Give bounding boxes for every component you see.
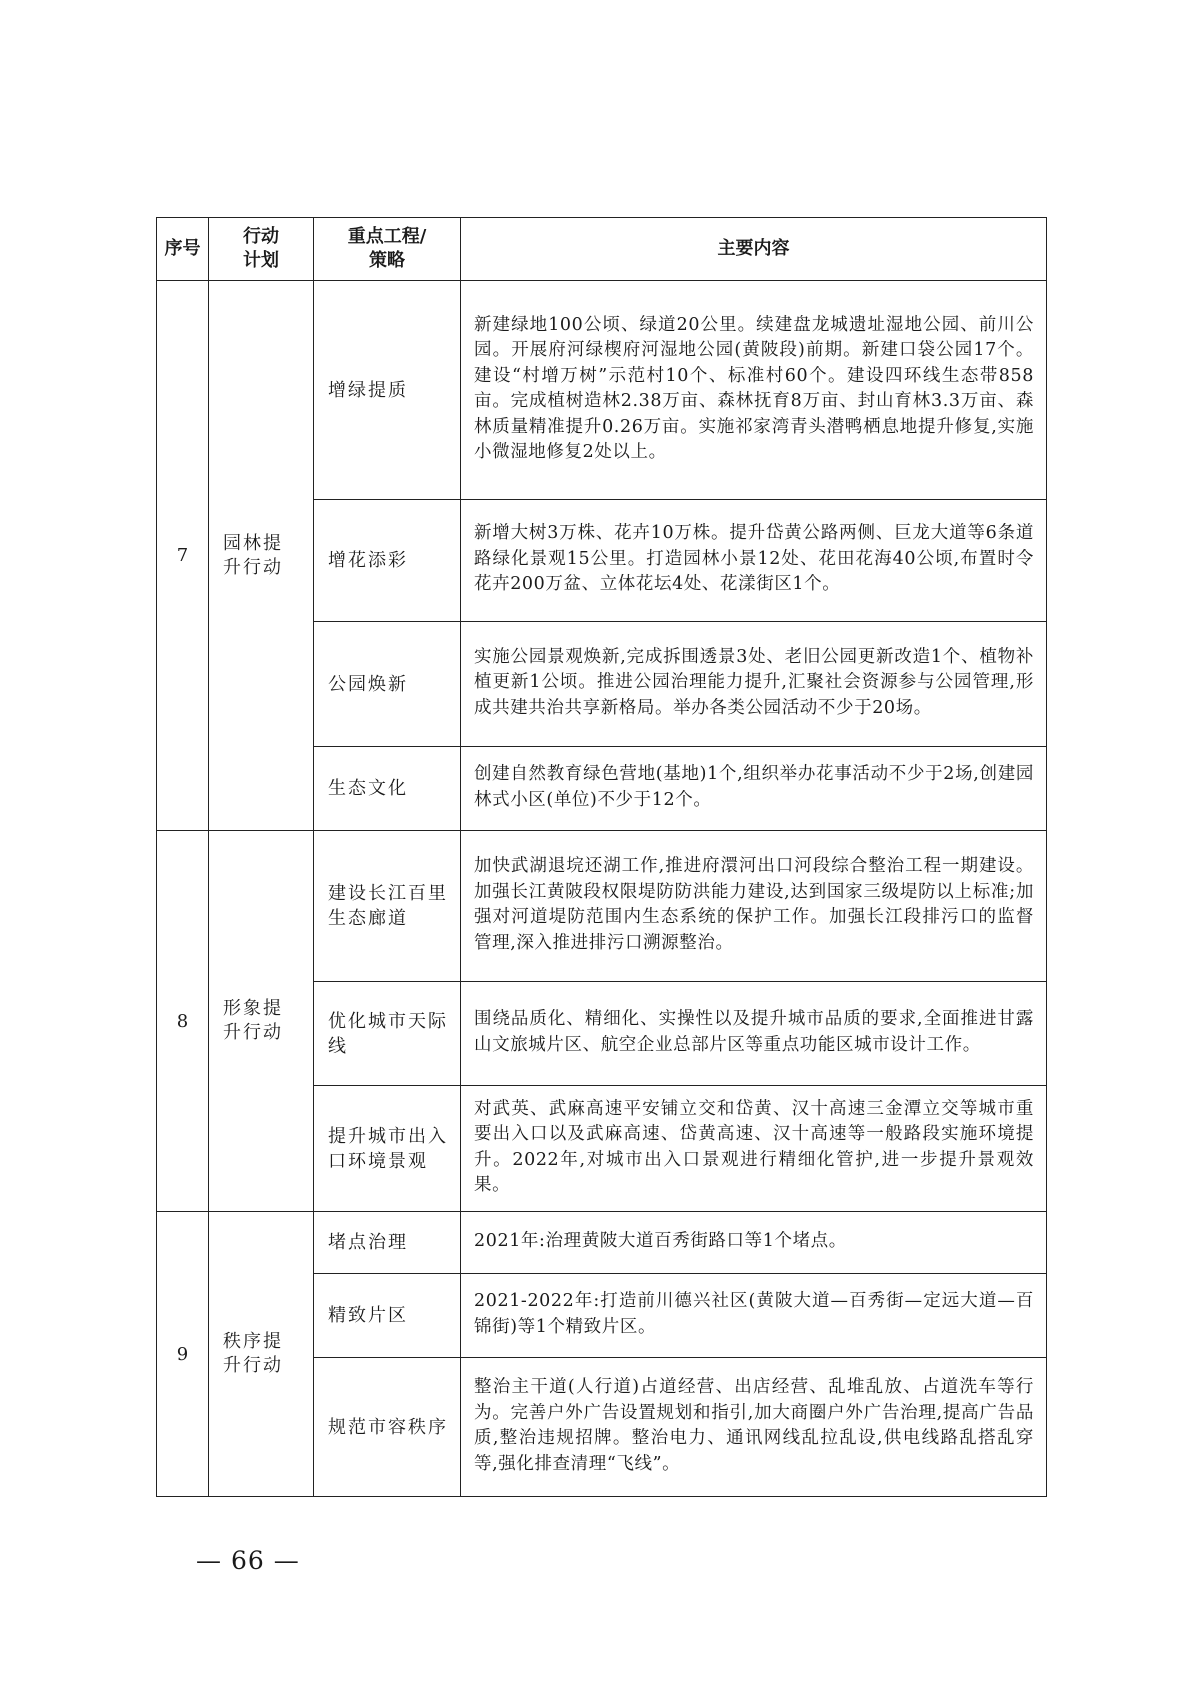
project-cell: 规范市容秩序 bbox=[314, 1358, 461, 1497]
project-cell: 生态文化 bbox=[314, 747, 461, 831]
action-plan-cell: 园林提升行动 bbox=[209, 281, 314, 831]
content-cell: 围绕品质化、精细化、实操性以及提升城市品质的要求,全面推进甘露山文旅城片区、航空企业总部片区等重点功能区城市设计工作。 bbox=[461, 982, 1047, 1086]
table-header-row bbox=[157, 218, 1047, 281]
row-number: 8 bbox=[157, 831, 209, 1212]
content-cell: 新增大树3万株、花卉10万株。提升岱黄公路两侧、巨龙大道等6条道路绿化景观15公里。打造园林小景12处、花田花海40公顷,布置时令花卉200万盆、立体花坛4处、花漾街区1个。 bbox=[461, 500, 1047, 622]
project-cell: 优化城市天际线 bbox=[314, 982, 461, 1086]
table-row bbox=[157, 831, 1047, 982]
page-number: — 66 — bbox=[196, 1546, 300, 1575]
table-row bbox=[157, 281, 1047, 500]
header-plan-line2: 计划 bbox=[243, 250, 279, 271]
row-number: 9 bbox=[157, 1212, 209, 1497]
header-plan-line1: 行动 bbox=[243, 226, 279, 247]
content-cell: 整治主干道(人行道)占道经营、出店经营、乱堆乱放、占道洗车等行为。完善户外广告设置规划和指引,加大商圈户外广告治理,提高广告品质,整治违规招牌。整治电力、通讯网线乱拉乱设,供电线路乱搭乱穿等,强化排查清理“飞线”。 bbox=[461, 1358, 1047, 1497]
project-cell: 增花添彩 bbox=[314, 500, 461, 622]
header-plan bbox=[209, 218, 314, 281]
content-cell: 加快武湖退垸还湖工作,推进府澴河出口河段综合整治工程一期建设。加强长江黄陂段权限堤防防洪能力建设,达到国家三级堤防以上标准;加强对河道堤防范围内生态系统的保护工作。加强长江段排污口的监督管理,深入推进排污口溯源整治。 bbox=[461, 831, 1047, 982]
project-cell: 堵点治理 bbox=[314, 1212, 461, 1274]
header-project bbox=[314, 218, 461, 281]
header-project-line1: 重点工程/ bbox=[347, 226, 427, 247]
project-cell: 精致片区 bbox=[314, 1274, 461, 1358]
project-cell: 提升城市出入口环境景观 bbox=[314, 1086, 461, 1212]
header-no: 序号 bbox=[157, 218, 209, 281]
plan-table-container bbox=[156, 217, 1046, 1497]
header-content: 主要内容 bbox=[461, 218, 1047, 281]
project-cell: 建设长江百里生态廊道 bbox=[314, 831, 461, 982]
header-project-line2: 策略 bbox=[369, 250, 405, 271]
table-row bbox=[157, 1212, 1047, 1274]
row-number: 7 bbox=[157, 281, 209, 831]
content-cell: 对武英、武麻高速平安铺立交和岱黄、汉十高速三金潭立交等城市重要出入口以及武麻高速、岱黄高速、汉十高速等一般路段实施环境提升。2022年,对城市出入口景观进行精细化管护,进一步提升景观效果。 bbox=[461, 1086, 1047, 1212]
content-cell: 2021-2022年:打造前川德兴社区(黄陂大道—百秀街—定远大道—百锦街)等1个精致片区。 bbox=[461, 1274, 1047, 1358]
project-cell: 公园焕新 bbox=[314, 622, 461, 747]
action-plan-table bbox=[156, 217, 1047, 1497]
action-plan-cell: 形象提升行动 bbox=[209, 831, 314, 1212]
content-cell: 创建自然教育绿色营地(基地)1个,组织举办花事活动不少于2场,创建园林式小区(单位)不少于12个。 bbox=[461, 747, 1047, 831]
action-plan-cell: 秩序提升行动 bbox=[209, 1212, 314, 1497]
content-cell: 2021年:治理黄陂大道百秀街路口等1个堵点。 bbox=[461, 1212, 1047, 1274]
project-cell: 增绿提质 bbox=[314, 281, 461, 500]
content-cell: 实施公园景观焕新,完成拆围透景3处、老旧公园更新改造1个、植物补植更新1公顷。推进公园治理能力提升,汇聚社会资源参与公园管理,形成共建共治共享新格局。举办各类公园活动不少于20场。 bbox=[461, 622, 1047, 747]
content-cell: 新建绿地100公顷、绿道20公里。续建盘龙城遗址湿地公园、前川公园。开展府河绿楔府河湿地公园(黄陂段)前期。新建口袋公园17个。建设“村增万树”示范村10个、标准村60个。建设四环线生态带858亩。完成植树造林2.38万亩、森林抚育8万亩、封山育林3.3万亩、森林质量精准提升0.26万亩。实施祁家湾青头潜鸭栖息地提升修复,实施小微湿地修复2处以上。 bbox=[461, 281, 1047, 500]
